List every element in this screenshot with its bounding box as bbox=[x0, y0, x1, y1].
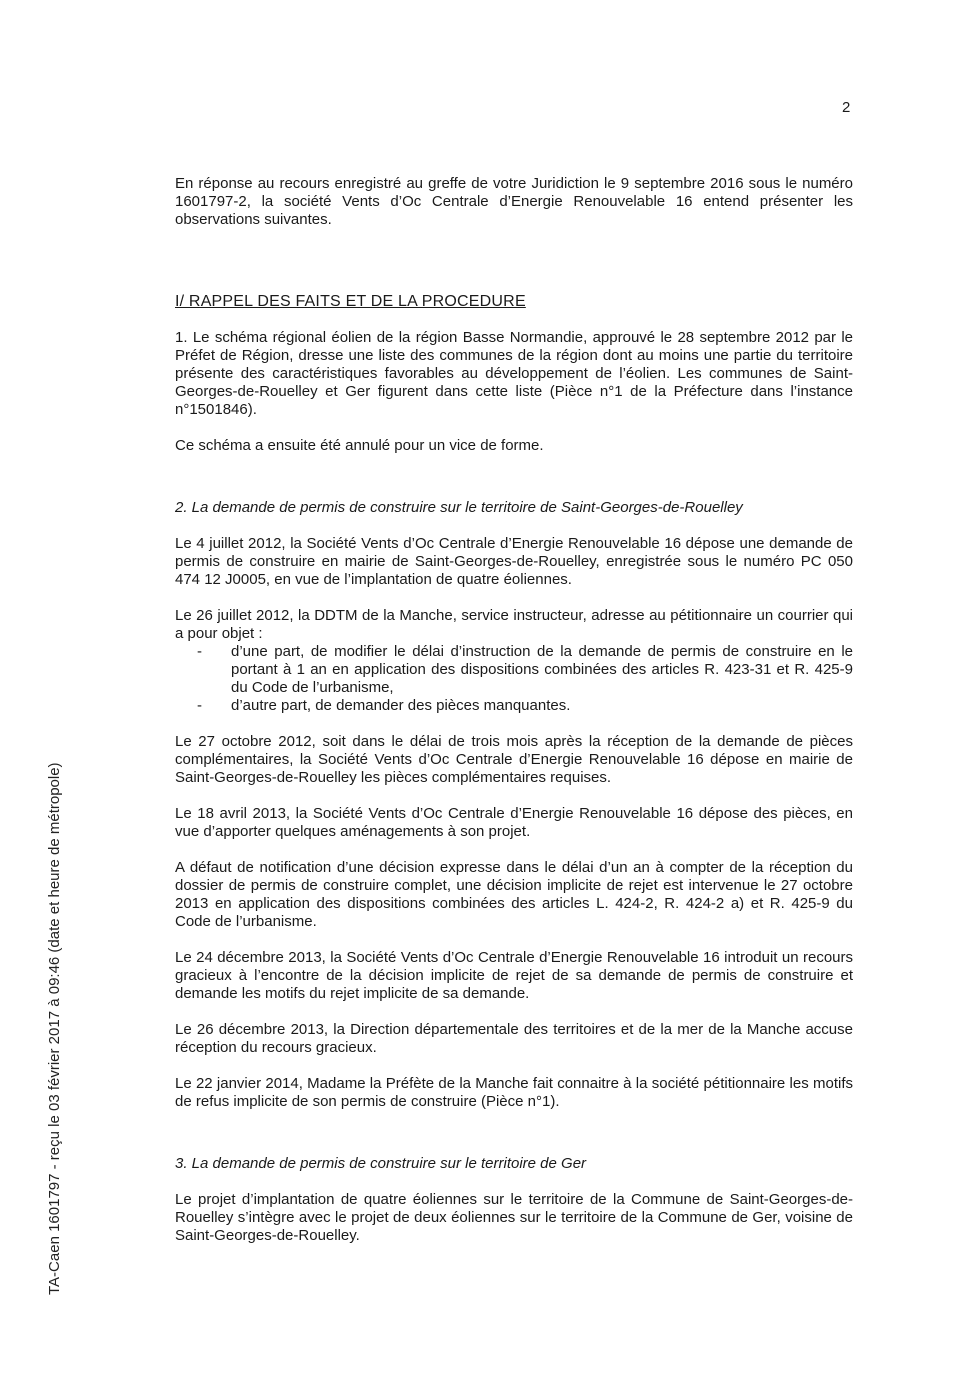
paragraph-3: Le 4 juillet 2012, la Société Vents d’Oc Centrale d’Energie Renouvelable 16 dépose une demande de permis de construire en mairie de Saint-Georges-de-Rouelley, enregistrée sous le numéro PC 050 474 12 J0005, en vue de l’implantation de quatre éoliennes. bbox=[175, 535, 853, 588]
paragraph-5: Le 27 octobre 2012, soit dans le délai de trois mois après la réception de la demande de pièces complémentaires, la Société Vents d’Oc Centrale d’Energie Renouvelable 16 dépose en mairie de Saint-Georges-de-Rouelley les pièces complémentaires requises. bbox=[175, 733, 853, 786]
paragraph-11: Le projet d’implantation de quatre éoliennes sur le territoire de la Commune de Saint-Georges-de-Rouelley s’intègre avec le projet de deux éoliennes sur le territoire de la Commune de Ger, voisine de Saint-Georges-de-Rouelley. bbox=[175, 1191, 853, 1244]
paragraph-7: A défaut de notification d’une décision expresse dans le délai d’un an à compter de la réception du dossier de permis de construire complet, une décision implicite de rejet est intervenue le 27 octobre 2013 en application des dispositions combinées des articles L. 424-2, R. 424-2 a) et R. 425-9 du Code de l’urbanisme. bbox=[175, 859, 853, 930]
subheading-2 bbox=[175, 499, 853, 517]
paragraph-10: Le 22 janvier 2014, Madame la Préfète de la Manche fait connaitre à la société pétitionnaire les motifs de refus implicite de son permis de construire (Pièce n°1). bbox=[175, 1075, 853, 1110]
document-body bbox=[175, 175, 853, 1245]
subheading-2-text: 2. La demande de permis de construire sur le territoire de Saint-Georges-de-Rouelley bbox=[175, 499, 743, 516]
page-number: 2 bbox=[842, 99, 851, 116]
paragraph-2: Ce schéma a ensuite été annulé pour un vice de forme. bbox=[175, 437, 544, 454]
paragraph-1: 1. Le schéma régional éolien de la région Basse Normandie, approuvé le 28 septembre 2012 par le Préfet de Région, dresse une liste des communes de la région dont au moins une partie du territoire présente des caractéristiques favorables au développement de l’éolien. Les communes de Saint-Georges-de-Rouelley et Ger figurent dans cette liste (Pièce n°1 de la Préfecture dans l’instance n°1501846). bbox=[175, 329, 853, 418]
paragraph-8: Le 24 décembre 2013, la Société Vents d’Oc Centrale d’Energie Renouvelable 16 introduit un recours gracieux à l’encontre de la décision implicite de rejet de sa demande de permis de construire et demande les motifs du rejet implicite de sa demande. bbox=[175, 949, 853, 1002]
paragraph-9: Le 26 décembre 2013, la Direction départementale des territoires et de la mer de la Manche accuse réception du recours gracieux. bbox=[175, 1021, 853, 1056]
paragraph-6: Le 18 avril 2013, la Société Vents d’Oc Centrale d’Energie Renouvelable 16 dépose des pièces, en vue d’apporter quelques aménagements à son projet. bbox=[175, 805, 853, 840]
section-heading: I/ RAPPEL DES FAITS ET DE LA PROCEDURE bbox=[175, 293, 526, 310]
subheading-3 bbox=[175, 1155, 853, 1173]
list-item: - d’une part, de modifier le délai d’instruction de la demande de permis de construire en le portant à 1 an en application des dispositions combinées des articles R. 423-31 et R. 425-9 du Code de l’urbanisme, bbox=[175, 643, 853, 697]
paragraph-4: Le 26 juillet 2012, la DDTM de la Manche, service instructeur, adresse au pétitionnaire un courrier qui a pour objet : bbox=[175, 607, 853, 642]
intro-paragraph: En réponse au recours enregistré au greffe de votre Juridiction le 9 septembre 2016 sous le numéro 1601797-2, la société Vents d’Oc Centrale d’Energie Renouvelable 16 entend présenter les observations suivantes. bbox=[175, 175, 853, 228]
objectives-list bbox=[175, 643, 853, 715]
subheading-3-text: 3. La demande de permis de construire sur le territoire de Ger bbox=[175, 1155, 587, 1172]
reception-stamp: TA-Caen 1601797 - reçu le 03 février 2017 à 09:46 (date et heure de métropole) bbox=[46, 762, 63, 1295]
list-item: - d’autre part, de demander des pièces manquantes. bbox=[175, 697, 853, 715]
